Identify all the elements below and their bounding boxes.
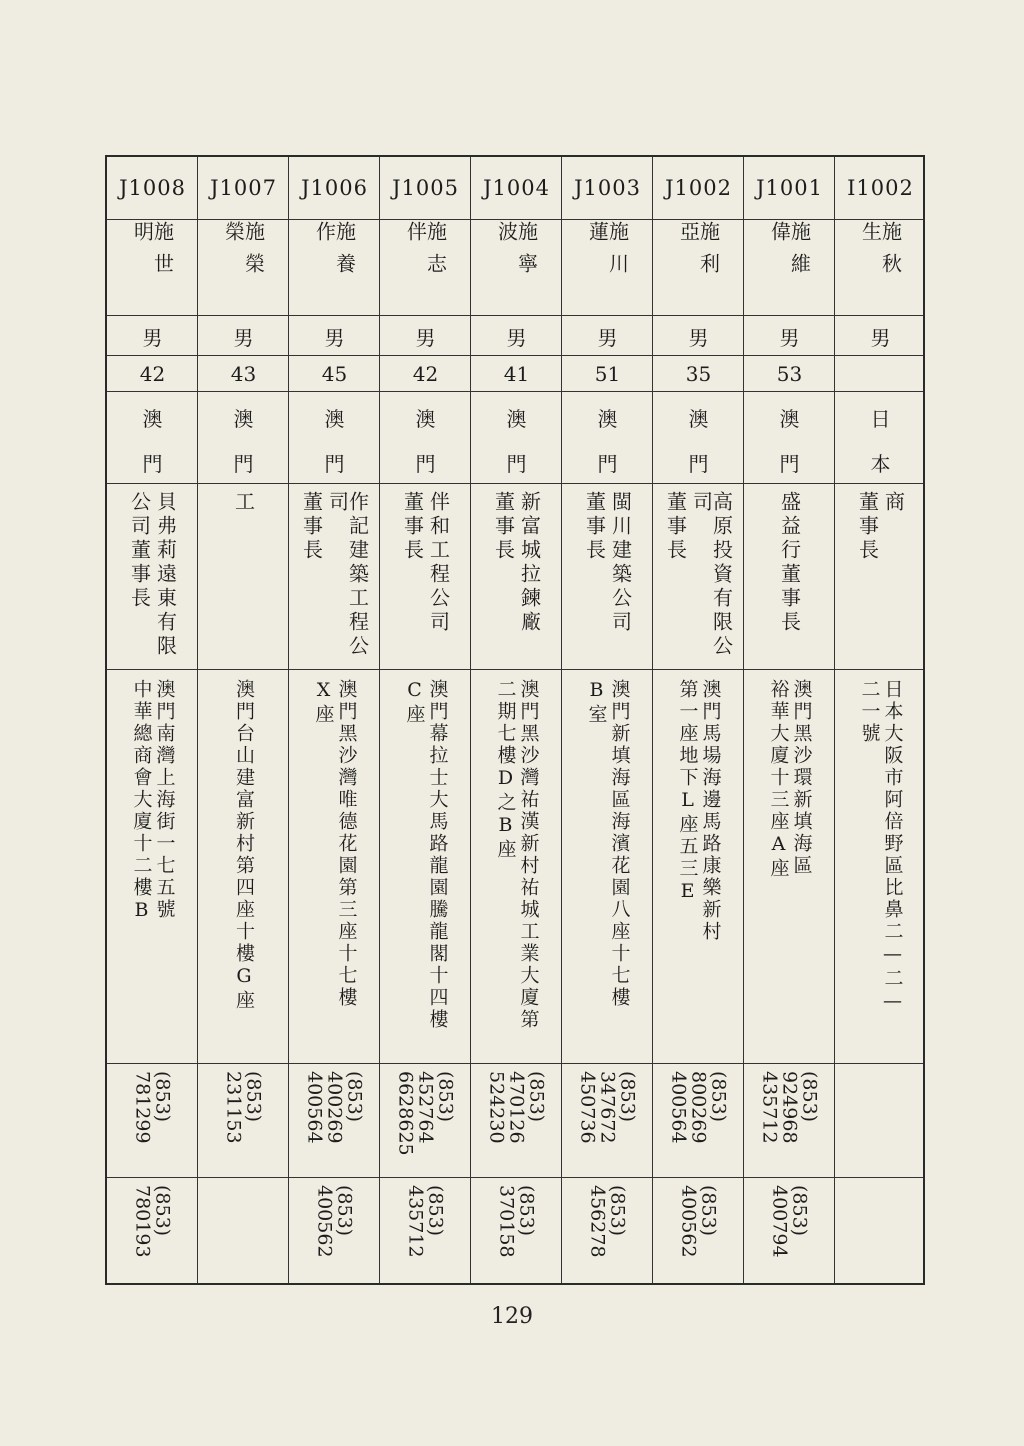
occupation-cell	[198, 485, 289, 669]
place-cell	[380, 393, 471, 483]
address-line: B室	[585, 679, 608, 726]
telephone-cell	[471, 1065, 562, 1177]
age-cell: 42	[139, 362, 166, 386]
place-char: 澳	[233, 407, 254, 431]
address-cell	[835, 671, 926, 1063]
member-name: 施寧波	[494, 221, 539, 285]
record-column	[835, 157, 926, 1283]
record-column	[107, 157, 198, 1283]
name-cell	[107, 221, 198, 315]
place-char: 本	[870, 452, 891, 476]
address-line: X座	[312, 679, 335, 726]
address-cell	[562, 671, 653, 1063]
address-line: 澳門黑沙環新填海區	[790, 679, 813, 877]
telephone-line: 781299	[131, 1071, 154, 1144]
place-char: 門	[142, 452, 163, 476]
place-cell	[744, 393, 835, 483]
address-cell	[471, 671, 562, 1063]
member-name: 施秋生	[858, 221, 903, 285]
fax-line: 400562	[677, 1185, 700, 1258]
record-code: J1003	[574, 176, 641, 200]
occupation-line: 作記建築工程公司	[325, 491, 370, 659]
age-cell: 51	[594, 362, 621, 386]
telephone-line: 450736	[576, 1071, 599, 1144]
telephone-line: (853)	[151, 1071, 174, 1123]
address-cell	[380, 671, 471, 1063]
place-char: 澳	[142, 407, 163, 431]
place-char: 門	[415, 452, 436, 476]
telephone-cell	[107, 1065, 198, 1177]
member-name: 施養作	[312, 221, 357, 285]
telephone-line: 524230	[485, 1071, 508, 1144]
telephone-line: (853)	[343, 1071, 366, 1123]
record-code: J1004	[483, 176, 550, 200]
record-column	[653, 157, 744, 1283]
fax-line: 370158	[495, 1185, 518, 1258]
place-char: 澳	[597, 407, 618, 431]
place-cell	[289, 393, 380, 483]
address-line: 澳門南灣上海街一七五號	[153, 679, 176, 921]
occupation-line: 貝弗莉遠東有限	[153, 491, 178, 659]
name-cell	[471, 221, 562, 315]
record-code: J1001	[756, 176, 823, 200]
address-line: 二期七樓D之B座	[494, 679, 517, 861]
occupation-cell	[835, 485, 926, 669]
member-table	[105, 155, 925, 1285]
member-name: 施榮榮	[221, 221, 266, 285]
sex-cell: 男	[142, 325, 163, 350]
occupation-cell	[562, 485, 653, 669]
sex-cell: 男	[233, 325, 254, 350]
place-char: 澳	[688, 407, 709, 431]
sex-cell: 男	[688, 325, 709, 350]
telephone-cell	[289, 1065, 380, 1177]
telephone-line: 6628625	[394, 1071, 417, 1156]
address-line: 澳門幕拉士大馬路龍園騰龍閣十四樓	[426, 679, 449, 1031]
telephone-line: (853)	[707, 1071, 730, 1123]
member-name: 施川蓮	[585, 221, 630, 285]
telephone-line: 435712	[758, 1071, 781, 1144]
record-column	[562, 157, 653, 1283]
record-code: J1006	[301, 176, 368, 200]
place-char: 澳	[324, 407, 345, 431]
occupation-cell	[653, 485, 744, 669]
occupation-line: 高原投資有限公司	[689, 491, 734, 659]
fax-line: 435712	[404, 1185, 427, 1258]
fax-cell	[198, 1179, 289, 1285]
place-char: 澳	[415, 407, 436, 431]
telephone-line: (853)	[798, 1071, 821, 1123]
telephone-cell	[744, 1065, 835, 1177]
telephone-line: (853)	[242, 1071, 265, 1123]
place-char: 門	[779, 452, 800, 476]
age-cell: 45	[321, 362, 348, 386]
age-cell: 41	[503, 362, 530, 386]
address-line: 二一號	[858, 679, 881, 745]
telephone-cell	[653, 1065, 744, 1177]
telephone-cell	[562, 1065, 653, 1177]
record-column	[289, 157, 380, 1283]
name-cell	[562, 221, 653, 315]
address-line: 澳門黑沙灣唯德花園第三座十七樓	[335, 679, 358, 1009]
place-char: 日	[870, 407, 891, 431]
fax-line: 780193	[131, 1185, 154, 1258]
fax-line: 400794	[768, 1185, 791, 1258]
record-code: J1007	[210, 176, 277, 200]
telephone-line: 924968	[778, 1071, 801, 1144]
fax-line: (853)	[151, 1185, 174, 1237]
place-cell	[653, 393, 744, 483]
address-line: C座	[403, 679, 426, 726]
record-code: J1002	[665, 176, 732, 200]
telephone-cell	[380, 1065, 471, 1177]
record-code: I1002	[847, 176, 914, 200]
record-column	[198, 157, 289, 1283]
place-char: 門	[688, 452, 709, 476]
record-column	[744, 157, 835, 1283]
place-char: 澳	[506, 407, 527, 431]
address-line: 澳門台山建富新村第四座十樓G座	[233, 679, 255, 1012]
fax-cell	[289, 1179, 380, 1285]
place-char: 門	[597, 452, 618, 476]
sex-cell: 男	[506, 325, 527, 350]
fax-cell	[471, 1179, 562, 1285]
fax-cell	[835, 1179, 926, 1285]
telephone-line: 400564	[303, 1071, 326, 1144]
address-line: 裕華大廈十三座A座	[767, 679, 790, 880]
occupation-cell	[289, 485, 380, 669]
fax-line: (853)	[424, 1185, 447, 1237]
place-cell	[562, 393, 653, 483]
telephone-line: 400269	[323, 1071, 346, 1144]
sex-cell: 男	[415, 325, 436, 350]
fax-line: (853)	[697, 1185, 720, 1237]
age-cell: 43	[230, 362, 257, 386]
telephone-line: 231153	[222, 1071, 245, 1144]
sex-cell: 男	[597, 325, 618, 350]
address-line: 澳門新填海區海濱花園八座十七樓	[608, 679, 631, 1009]
age-cell: 35	[685, 362, 712, 386]
telephone-line: (853)	[434, 1071, 457, 1123]
fax-line: (853)	[333, 1185, 356, 1237]
place-char: 澳	[779, 407, 800, 431]
name-cell	[380, 221, 471, 315]
telephone-line: 470126	[505, 1071, 528, 1144]
address-cell	[198, 671, 289, 1063]
name-cell	[653, 221, 744, 315]
address-line: 澳門黑沙灣祐漢新村祐城工業大廈第	[517, 679, 540, 1031]
address-line: 中華總商會大廈十二樓B	[130, 679, 153, 924]
name-cell	[289, 221, 380, 315]
telephone-line: 400564	[667, 1071, 690, 1144]
age-cell: 42	[412, 362, 439, 386]
occupation-line: 董事長	[400, 491, 425, 563]
telephone-cell	[835, 1065, 926, 1177]
fax-line: 400562	[313, 1185, 336, 1258]
address-cell	[289, 671, 380, 1063]
member-name: 施維偉	[767, 221, 812, 285]
place-cell	[835, 393, 926, 483]
address-line: 第一座地下L座五三E	[676, 679, 699, 905]
occupation-cell	[380, 485, 471, 669]
sex-cell: 男	[779, 325, 800, 350]
name-cell	[198, 221, 289, 315]
fax-line: 456278	[586, 1185, 609, 1258]
occupation-line: 董事長	[299, 491, 324, 563]
address-cell	[653, 671, 744, 1063]
occupation-cell	[471, 485, 562, 669]
fax-line: (853)	[515, 1185, 538, 1237]
occupation-line: 董事長	[663, 491, 688, 563]
address-cell	[744, 671, 835, 1063]
occupation-line: 伴和工程公司	[426, 491, 451, 635]
sex-cell: 男	[324, 325, 345, 350]
place-char: 門	[324, 452, 345, 476]
occupation-line: 新富城拉鍊廠	[517, 491, 542, 635]
place-char: 門	[506, 452, 527, 476]
record-column	[380, 157, 471, 1283]
fax-cell	[562, 1179, 653, 1285]
place-cell	[107, 393, 198, 483]
record-code: J1005	[392, 176, 459, 200]
occupation-cell	[107, 485, 198, 669]
fax-cell	[653, 1179, 744, 1285]
name-cell	[835, 221, 926, 315]
fax-cell	[744, 1179, 835, 1285]
telephone-line: (853)	[525, 1071, 548, 1123]
place-cell	[198, 393, 289, 483]
occupation-line: 董事長	[855, 491, 880, 563]
address-line: 澳門馬場海邊馬路康樂新村	[699, 679, 722, 943]
occupation-line: 商	[881, 491, 906, 515]
telephone-line: (853)	[616, 1071, 639, 1123]
occupation-line: 閩川建築公司	[608, 491, 633, 635]
name-cell	[744, 221, 835, 315]
occupation-line: 董事長	[491, 491, 516, 563]
telephone-line: 452764	[414, 1071, 437, 1144]
address-cell	[107, 671, 198, 1063]
member-name: 施利亞	[676, 221, 721, 285]
age-cell	[835, 357, 926, 391]
telephone-cell	[198, 1065, 289, 1177]
occupation-line: 公司董事長	[127, 491, 152, 611]
fax-cell	[107, 1179, 198, 1285]
age-cell: 53	[776, 362, 803, 386]
fax-line: (853)	[788, 1185, 811, 1237]
place-char: 門	[233, 452, 254, 476]
member-name: 施世明	[130, 221, 175, 285]
occupation-line: 盛益行董事長	[777, 491, 802, 635]
occupation-line: 董事長	[582, 491, 607, 563]
fax-line: (853)	[606, 1185, 629, 1237]
fax-cell	[380, 1179, 471, 1285]
record-column	[471, 157, 562, 1283]
record-code: J1008	[119, 176, 186, 200]
place-cell	[471, 393, 562, 483]
telephone-line: 347672	[596, 1071, 619, 1144]
occupation-line: 工	[231, 491, 256, 515]
address-line: 日本大阪市阿倍野區比鼻二—二—	[881, 679, 904, 1015]
member-name: 施志伴	[403, 221, 448, 285]
telephone-line: 800269	[687, 1071, 710, 1144]
sex-cell: 男	[870, 325, 891, 350]
page-number: 129	[491, 1304, 533, 1329]
occupation-cell	[744, 485, 835, 669]
